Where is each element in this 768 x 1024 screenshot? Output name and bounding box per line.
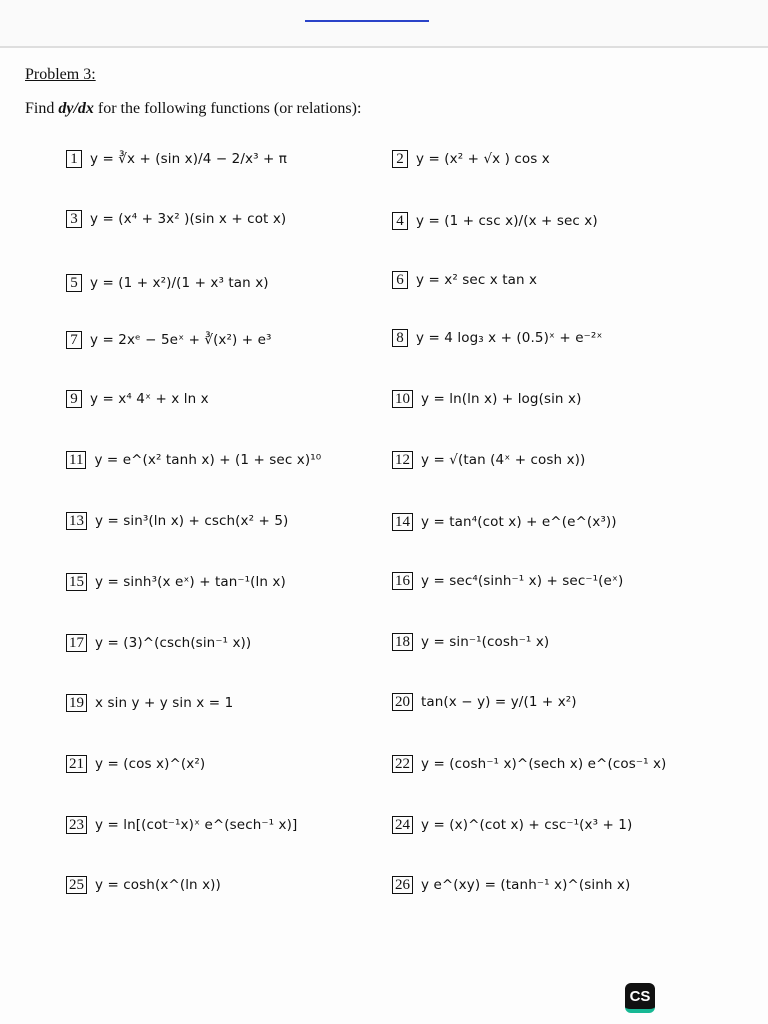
problem-expression: y = √(tan (4ˣ + cosh x)) [421,452,586,468]
problem-number: 2 [392,150,408,168]
top-bar [0,0,768,48]
camscanner-logo: CS [625,983,655,1013]
problem-number: 1 [66,150,82,168]
problem-expression: y = ln(ln x) + log(sin x) [421,391,582,407]
problem-21 [66,748,205,780]
problem-22 [392,748,666,780]
problem-number: 26 [392,876,413,894]
problem-26 [392,869,630,901]
problem-14 [392,506,617,538]
problem-expression: y = sinh³(x eˣ) + tan⁻¹(ln x) [95,574,286,590]
problem-expression: y = 2xᵉ − 5eˣ + ∛(x²) + e³ [90,332,272,348]
problem-number: 20 [392,693,413,711]
problem-expression: y = x⁴ 4ˣ + x ln x [90,391,209,407]
problem-7 [66,324,272,356]
problem-expression: y = (cos x)^(x²) [95,756,206,772]
problem-number: 10 [392,390,413,408]
problem-number: 15 [66,573,87,591]
problem-number: 16 [392,572,413,590]
problem-number: 3 [66,210,82,228]
problem-24 [392,809,632,841]
problem-expression: y = e^(x² tanh x) + (1 + sec x)¹⁰ [94,452,322,468]
problem-number: 25 [66,876,87,894]
problem-number: 21 [66,755,87,773]
problem-10 [392,383,581,415]
problem-2 [392,143,550,175]
problem-expression: y = x² sec x tan x [416,272,538,288]
problem-number: 6 [392,271,408,289]
problem-expression: y = (x² + √x ) cos x [416,151,550,167]
problem-number: 18 [392,633,413,651]
problem-13 [66,505,288,537]
problem-23 [66,809,297,841]
problem-number: 9 [66,390,82,408]
problem-1 [66,143,287,175]
problem-number: 4 [392,212,408,230]
problem-17 [66,627,251,659]
problem-expression: y = ln[(cot⁻¹x)ˣ e^(sech⁻¹ x)] [95,817,298,833]
problem-expression: y = (x⁴ + 3x² )(sin x + cot x) [90,211,287,227]
instruction-suffix: for the following functions (or relations): [97,100,362,117]
problem-6 [392,264,537,296]
problem-number: 19 [66,694,87,712]
problem-expression: y = (cosh⁻¹ x)^(sech x) e^(cos⁻¹ x) [421,756,667,772]
problem-number: 14 [392,513,413,531]
problem-16 [392,565,623,597]
problem-expression: y = (x)^(cot x) + csc⁻¹(x³ + 1) [421,817,633,833]
problem-expression: y = sin⁻¹(cosh⁻¹ x) [421,634,550,650]
problem-8 [392,322,602,354]
instruction-math: dy/dx [58,100,94,117]
problem-number: 8 [392,329,408,347]
problem-18 [392,626,549,658]
problem-expression: y = (1 + csc x)/(x + sec x) [416,213,598,229]
problem-expression: y = (1 + x²)/(1 + x³ tan x) [90,275,269,291]
problem-4 [392,205,598,237]
problem-expression: y e^(xy) = (tanh⁻¹ x)^(sinh x) [421,877,631,893]
instruction [25,100,361,118]
problem-25 [66,869,221,901]
problem-expression: y = tan⁴(cot x) + e^(e^(x³)) [421,514,617,530]
instruction-prefix: Find [25,100,55,117]
problem-number: 12 [392,451,413,469]
problem-number: 17 [66,634,87,652]
problem-expression: y = ∛x + (sin x)/4 − 2/x³ + π [90,151,288,167]
problem-number: 23 [66,816,87,834]
problem-expression: tan(x − y) = y/(1 + x²) [421,694,577,710]
problem-number: 7 [66,331,82,349]
problem-15 [66,566,286,598]
problem-expression: y = sec⁴(sinh⁻¹ x) + sec⁻¹(eˣ) [421,573,624,589]
problem-9 [66,383,209,415]
problem-expression: y = sin³(ln x) + csch(x² + 5) [95,513,289,529]
problem-number: 13 [66,512,87,530]
problem-expression: y = cosh(x^(ln x)) [95,877,221,893]
problem-11 [66,444,321,476]
problem-expression: y = 4 log₃ x + (0.5)ˣ + e⁻²ˣ [416,330,603,346]
problem-number: 22 [392,755,413,773]
problem-number: 5 [66,274,82,292]
problem-12 [392,444,585,476]
top-link-underline[interactable] [305,20,429,22]
problem-expression: y = (3)^(csch(sin⁻¹ x)) [95,635,252,651]
problem-20 [392,686,577,718]
problem-19 [66,687,233,719]
problem-number: 24 [392,816,413,834]
problem-title: Problem 3: [25,66,96,83]
problem-number: 11 [66,451,86,469]
problem-expression: x sin y + y sin x = 1 [95,695,234,711]
problem-3 [66,203,286,235]
problem-5 [66,267,269,299]
